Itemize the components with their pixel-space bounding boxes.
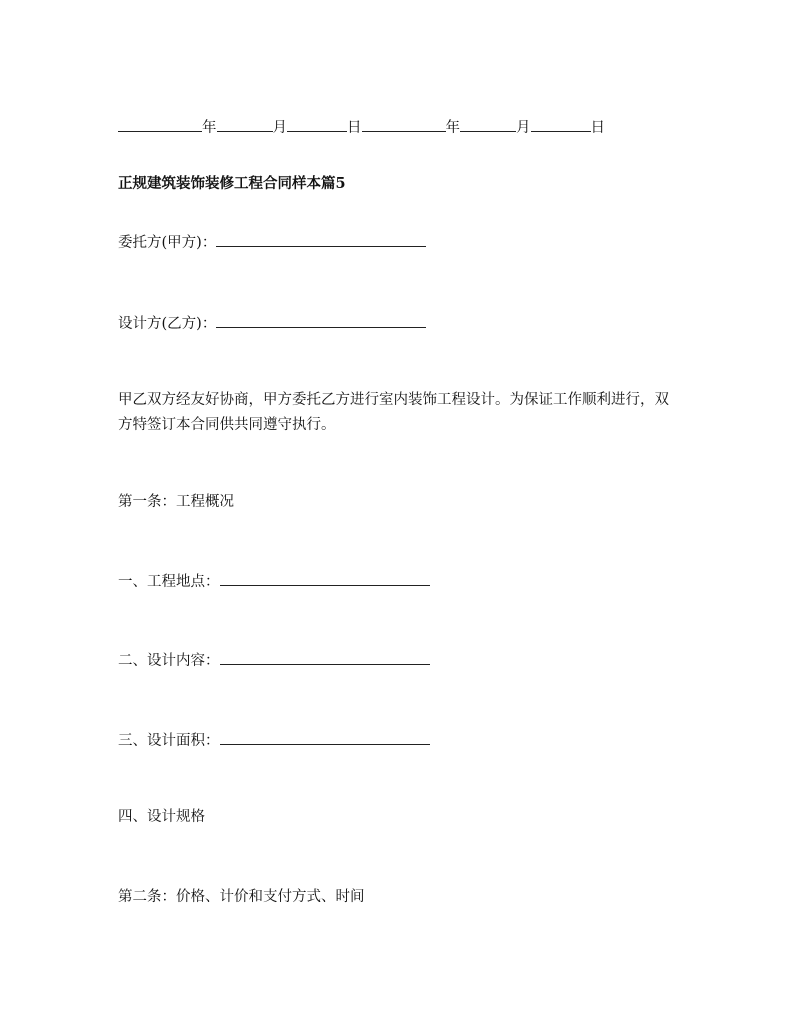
year2-blank[interactable]: [362, 117, 446, 132]
party-a-label: 委托方(甲方)：: [118, 235, 217, 251]
month1-blank[interactable]: [217, 117, 273, 132]
party-a-row: [118, 232, 426, 254]
year2-text: 年: [445, 120, 460, 136]
date-row: [118, 117, 605, 139]
party-b-label: 设计方(乙方)：: [118, 316, 217, 332]
party-a-blank[interactable]: [216, 232, 426, 247]
item2-blank[interactable]: [220, 650, 430, 665]
year1-blank[interactable]: [118, 117, 202, 132]
year1-text: 年: [202, 120, 217, 136]
day2-text: 日: [590, 120, 605, 136]
article2-heading: 第二条：价格、计价和支付方式、时间: [118, 889, 365, 905]
item1-row: [118, 571, 430, 593]
intro-paragraph: 甲乙双方经友好协商，甲方委托乙方进行室内装饰工程设计。为保证工作顺利进行，双方特签订本合同供共同遵守执行。: [118, 392, 669, 433]
item1-label: 一、工程地点：: [118, 574, 220, 590]
month1-text: 月: [272, 120, 287, 136]
item2-row: [118, 650, 430, 672]
document-title: 正规建筑装饰装修工程合同样本篇5: [118, 175, 346, 192]
item1-blank[interactable]: [220, 571, 430, 586]
item4-row: 四、设计规格: [118, 809, 205, 825]
item3-blank[interactable]: [220, 730, 430, 745]
item2-label: 二、设计内容：: [118, 653, 220, 669]
party-b-blank[interactable]: [216, 313, 426, 328]
article1-heading: 第一条：工程概况: [118, 494, 234, 510]
day1-blank[interactable]: [287, 117, 347, 132]
item3-row: [118, 730, 430, 752]
party-b-row: [118, 313, 426, 335]
day2-blank[interactable]: [531, 117, 591, 132]
month2-text: 月: [516, 120, 531, 136]
item3-label: 三、设计面积：: [118, 733, 220, 749]
day1-text: 日: [347, 120, 362, 136]
month2-blank[interactable]: [460, 117, 516, 132]
